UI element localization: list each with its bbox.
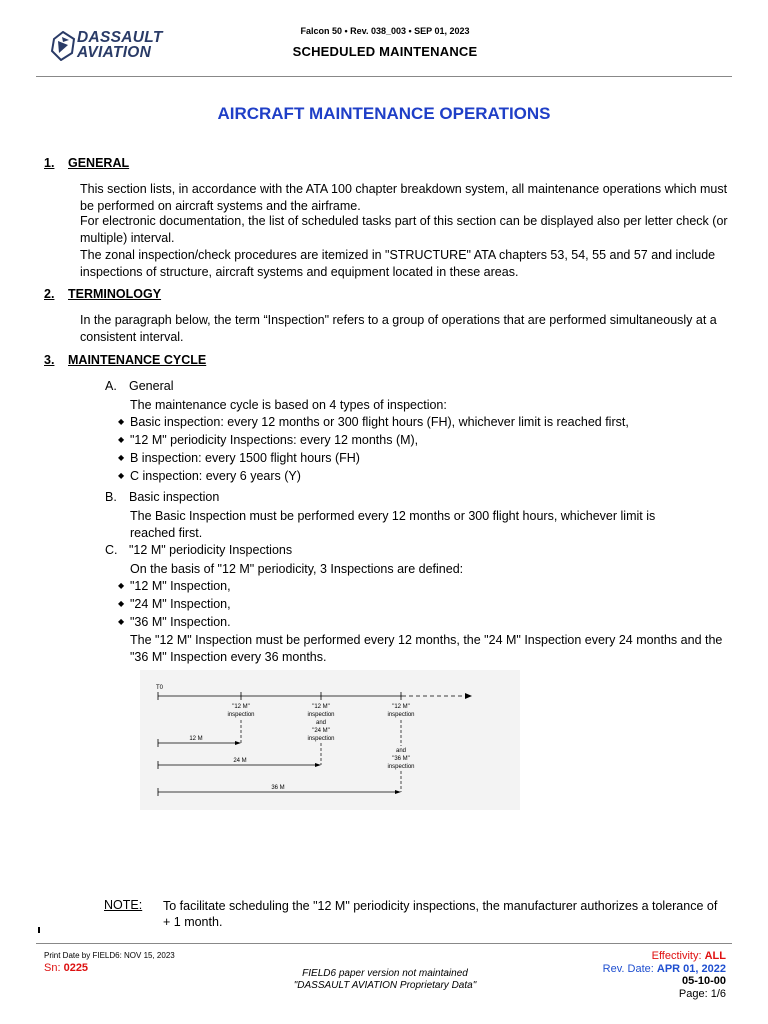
revision-label: Rev. Date: (602, 962, 654, 975)
document-revision: Falcon 50 • Rev. 038_003 • SEP 01, 2023 (300, 26, 470, 36)
print-date: Print Date by FIELD6: NOV 15, 2023 (44, 951, 175, 960)
cycle-intro: The maintenance cycle is based on 4 types of inspection: (130, 398, 447, 412)
mark-label: inspection (227, 712, 255, 718)
header-title: SCHEDULED MAINTENANCE (292, 44, 478, 59)
span-label: 12 M (189, 736, 203, 742)
page-number: Page: 1/6 (678, 987, 726, 1000)
subsection-basic-inspection (105, 490, 219, 504)
subsection-title: Basic inspection (129, 490, 220, 504)
disclaimer-line-2: "DASSAULT AVIATION Proprietary Data" (293, 980, 477, 991)
revision-value: APR 01, 2022 (656, 962, 726, 975)
mark-label: and (315, 720, 327, 726)
general-paragraph-1: This section lists, in accordance with the ATA 100 chapter breakdown system, all maintenance operations which must be performed on aircraft systems and the airframe. (80, 182, 728, 213)
list-item: ◆ C inspection: every 6 years (Y) (118, 469, 301, 483)
mark-label: inspection (387, 712, 415, 718)
basic-inspection-body: The Basic Inspection must be performed every 12 months or 300 flight hours, whichever limit is reached first. (130, 509, 656, 540)
footer-divider (36, 943, 732, 944)
mark-label: "12 M" (232, 704, 250, 710)
t0-label: T0 (156, 685, 164, 691)
mark-label: inspection (307, 736, 335, 742)
serial-label: Sn: (44, 962, 61, 974)
arrow-right-icon (465, 693, 472, 699)
subsection-letter: B. (105, 490, 117, 504)
bullet-icon: ◆ (118, 471, 125, 480)
revision-date (603, 963, 726, 976)
mark-label: "12 M" (312, 704, 330, 710)
bullet-icon: ◆ (118, 435, 125, 444)
subsection-letter: C. (105, 543, 118, 557)
periodicity-body: The "12 M" Inspection must be performed every 12 months, the "24 M" Inspection every 24 months and the "36 M" Inspection every 36 months. (130, 633, 723, 664)
bullet-icon: ◆ (118, 417, 125, 426)
timeline-diagram (140, 670, 520, 810)
logo-line-2: AVIATION (77, 44, 152, 61)
list-item: ◆ "12 M" Inspection, (118, 579, 231, 593)
section-number: 2. (44, 287, 55, 301)
list-item: ◆ "24 M" Inspection, (118, 597, 231, 611)
bullet-icon: ◆ (118, 617, 125, 626)
mark-label: and (395, 748, 407, 754)
section-number: 1. (44, 156, 55, 170)
mark-label: inspection (387, 764, 415, 770)
maintenance-cycle-diagram (140, 670, 520, 810)
subsection-title: "12 M" periodicity Inspections (129, 543, 293, 557)
mark-label: "12 M" (392, 704, 410, 710)
disclaimer-line-1: FIELD6 paper version not maintained (302, 968, 468, 979)
general-paragraph-2: For electronic documentation, the list of scheduled tasks part of this section can be displayed also per letter check (or multiple) interval. (80, 214, 728, 245)
section-number: 3. (44, 353, 55, 367)
mark-label: "36 M" (392, 756, 410, 762)
subsection-letter: A. (105, 379, 117, 393)
section-label: TERMINOLOGY (68, 287, 162, 301)
bullet-icon: ◆ (118, 453, 125, 462)
list-item: ◆ B inspection: every 1500 flight hours (FH) (118, 451, 360, 465)
subsection-general (105, 379, 173, 393)
periodicity-intro: On the basis of "12 M" periodicity, 3 Inspections are defined: (130, 562, 464, 576)
dassault-logo (50, 30, 175, 64)
section-heading-general (44, 156, 129, 170)
dassault-emblem-icon (50, 31, 76, 61)
serial-number (44, 962, 88, 974)
footer-disclaimer (250, 968, 520, 992)
note-label: NOTE: (104, 898, 143, 912)
span-label: 24 M (233, 758, 247, 764)
section-label: GENERAL (68, 156, 130, 170)
section-heading-maintenance-cycle (44, 353, 206, 367)
footer-meta (603, 950, 726, 1000)
list-item: ◆ Basic inspection: every 12 months or 300 flight hours (FH), whichever limit is reached first, (118, 415, 629, 429)
span-label: 36 M (271, 785, 285, 791)
page-title: AIRCRAFT MAINTENANCE OPERATIONS (217, 104, 551, 123)
note-text: To facilitate scheduling the "12 M" periodicity inspections, the manufacturer authorizes a tolerance of + 1 month. (163, 899, 718, 929)
header-divider (36, 76, 732, 77)
effectivity-label: Effectivity: (651, 950, 702, 962)
effectivity-value: ALL (704, 950, 726, 962)
subsection-title: General (129, 379, 174, 393)
effectivity (603, 950, 726, 963)
serial-value: 0225 (63, 962, 89, 974)
logo-line-1: DASSAULT (77, 29, 163, 46)
list-item: ◆ "12 M" periodicity Inspections: every 12 months (M), (118, 433, 419, 447)
chapter-code: 05-10-00 (681, 975, 726, 987)
mark-label: "24 M" (312, 728, 330, 734)
list-item: ◆ "36 M" Inspection. (118, 615, 231, 629)
section-heading-terminology (44, 287, 161, 301)
bullet-icon: ◆ (118, 581, 125, 590)
bullet-icon: ◆ (118, 599, 125, 608)
section-label: MAINTENANCE CYCLE (68, 353, 207, 367)
mark-label: inspection (307, 712, 335, 718)
margin-mark (38, 927, 40, 933)
general-paragraph-3: The zonal inspection/check procedures are itemized in "STRUCTURE" ATA chapters 53, 54, 55 and 57 and include inspections of structure, aircraft systems and equipment located in these areas. (80, 248, 716, 279)
subsection-12m-inspections (105, 543, 292, 557)
terminology-paragraph: In the paragraph below, the term “Inspection" refers to a group of operations that are performed simultaneously at a consistent interval. (80, 313, 717, 344)
